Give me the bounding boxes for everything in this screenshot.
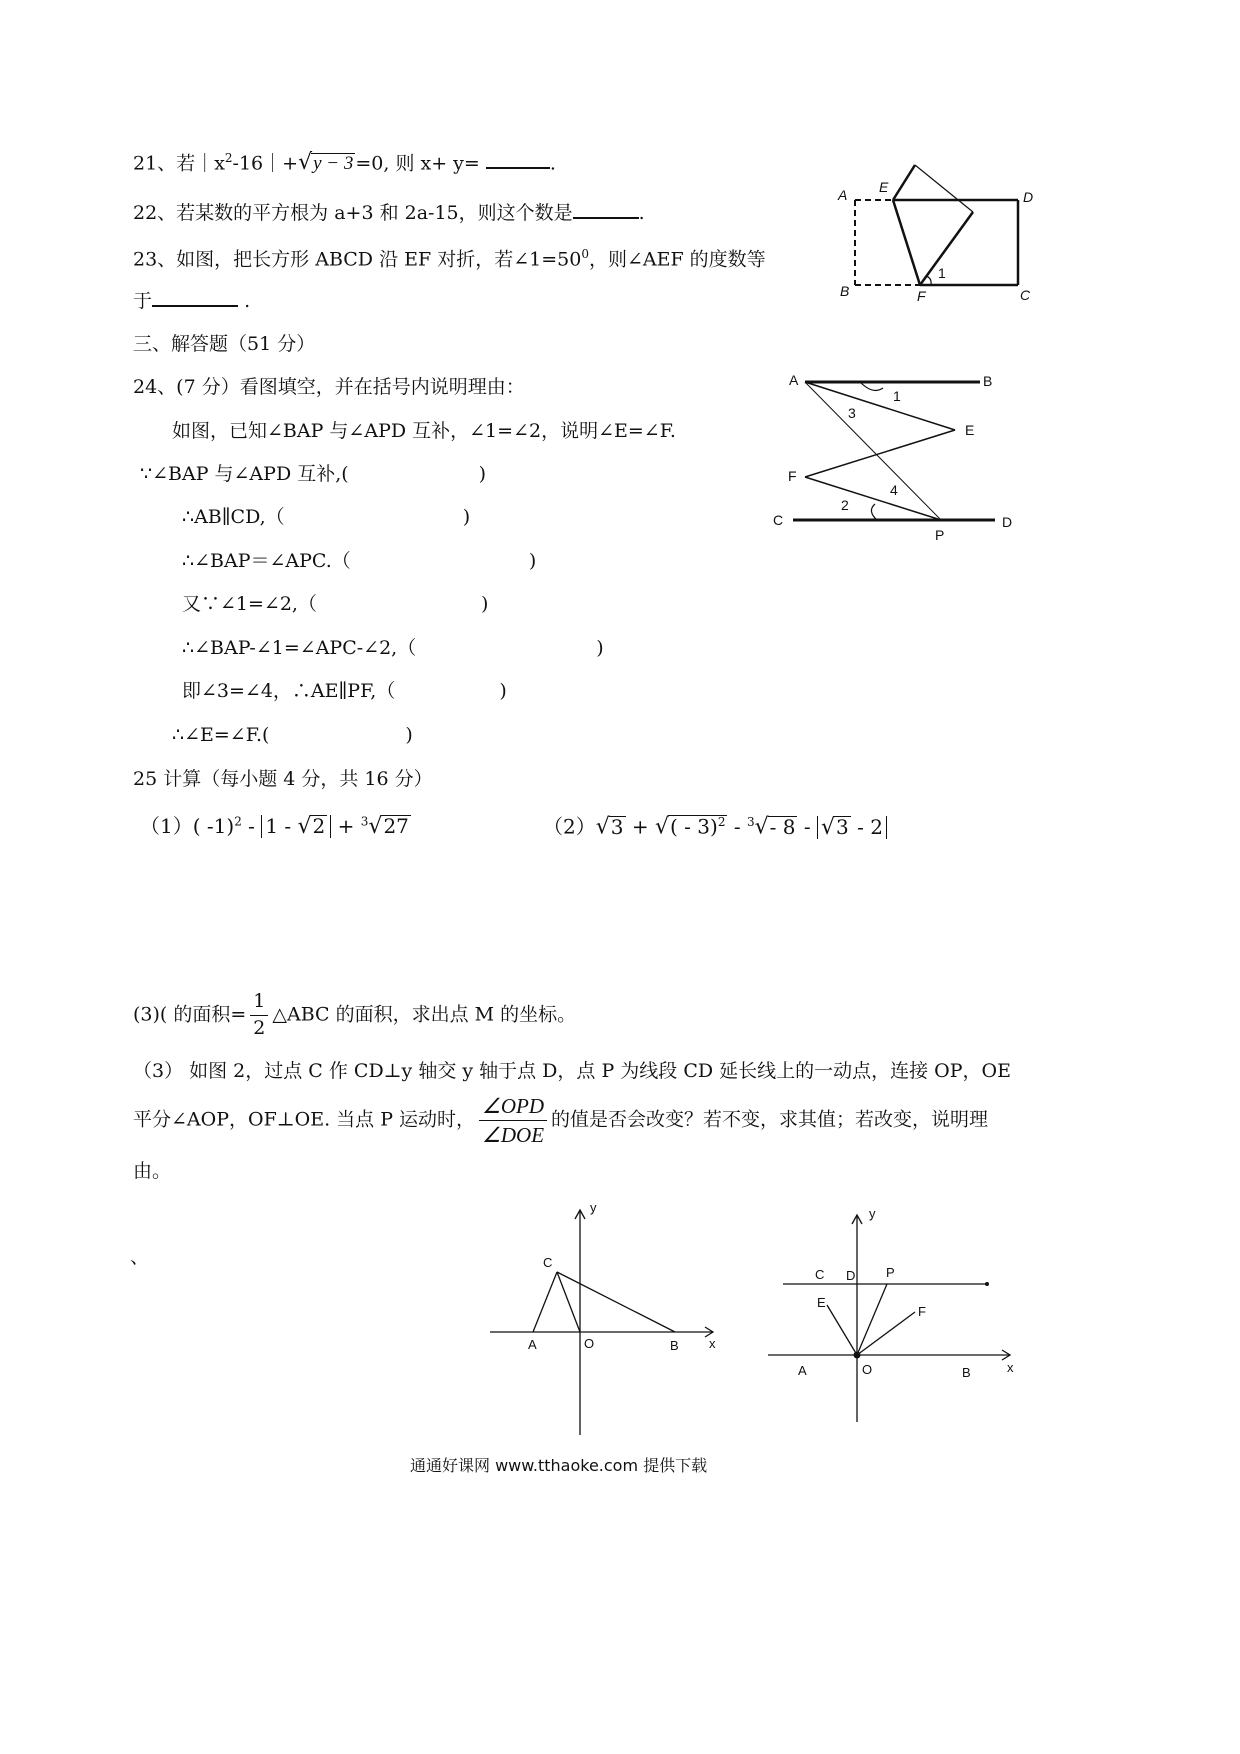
label-O: O <box>584 1336 595 1351</box>
label-B: B <box>840 283 850 299</box>
question-24-title: 24、(7 分）看图填空，并在括号内说明理由： <box>133 376 525 398</box>
q21-number: 21、 <box>133 152 177 175</box>
label-y: y <box>869 1206 876 1221</box>
label-C: C <box>543 1255 553 1270</box>
label-D: D <box>1023 189 1034 205</box>
label-A: A <box>528 1337 537 1352</box>
label-P: P <box>886 1265 895 1280</box>
answer-blank-22[interactable] <box>573 217 639 219</box>
fraction-one-half: $\frac{1}{2}$ <box>250 992 268 1039</box>
figure-folded-rectangle <box>835 160 1045 310</box>
label-B: B <box>962 1365 971 1380</box>
proof-step: 即∠3=∠4，∴AE∥PF,（ ) <box>182 680 507 702</box>
label-F: F <box>788 468 797 484</box>
label-E: E <box>965 422 975 438</box>
label-E: E <box>817 1295 826 1310</box>
label-C: C <box>1020 287 1031 303</box>
label-F: F <box>918 1304 926 1319</box>
label-C: C <box>815 1267 825 1282</box>
page-footer: 通通好课网 www.tthaoke.com 提供下载 <box>410 1456 708 1475</box>
proof-step: ∵∠BAP 与∠APD 互补,( ) <box>140 463 487 485</box>
label-B: B <box>983 373 993 389</box>
label-A: A <box>798 1363 807 1378</box>
calc-problem-2: （2）√3 + √( - 3)$^2$ - $^3$√- 8 - √3 - 2 <box>543 815 887 839</box>
proof-step: ∴AB∥CD,（ ) <box>182 506 471 528</box>
label-A: A <box>789 372 799 388</box>
figure-parallel-lines <box>765 365 1030 550</box>
label-angle-1: 1 <box>938 265 946 281</box>
label-x: x <box>709 1336 716 1351</box>
proof-step: ∴∠BAP-∠1=∠APC-∠2,（ ) <box>182 637 604 659</box>
label-C: C <box>773 512 784 528</box>
answer-blank-21[interactable] <box>486 167 550 169</box>
label-P: P <box>935 527 945 543</box>
label-angle-1: 1 <box>893 388 901 404</box>
label-F: F <box>917 288 926 304</box>
label-x: x <box>1007 1360 1014 1375</box>
proof-step: 又∵∠1=∠2,（ ) <box>182 593 489 615</box>
question-22: 22、若某数的平方根为 a+3 和 2a-15，则这个数是 . <box>133 202 645 224</box>
question-24-intro: 如图，已知∠BAP 与∠APD 互补，∠1=∠2，说明∠E=∠F. <box>172 420 676 442</box>
section-3-title: 三、解答题（51 分） <box>133 333 316 355</box>
answer-blank-23[interactable] <box>152 305 238 307</box>
figure-1-triangle <box>485 1195 725 1440</box>
label-angle-4: 4 <box>890 482 898 498</box>
figure-2-rays <box>765 1200 1030 1425</box>
label-angle-3: 3 <box>848 405 856 421</box>
question-3-area: (3)( 的面积= $\frac{1}{2}$ △ABC 的面积，求出点 M 的坐标。 <box>133 990 577 1039</box>
question-3-coord-line3: 由。 <box>133 1160 172 1182</box>
label-E: E <box>879 179 889 195</box>
question-3-coord-line2: 平分∠AOP，OF⊥OE. 当点 P 运动时， $\frac{\text{∠OPD}}{\text{∠DOE}}$ 的值是否会改变？若不变，求其值；若改变，说明理 <box>133 1094 989 1148</box>
sqrt-expression: √y − 3 <box>298 150 354 176</box>
question-25-title: 25 计算（每小题 4 分，共 16 分） <box>133 768 433 790</box>
question-21: 21、若$|x^2-16|+√y - 3 =0$, 则 x+ y= . <box>133 150 556 176</box>
calc-problem-1: （1）( -1)$^2$ - 1 - √2 + $^3$√27 <box>140 814 409 839</box>
question-3-coord-line1: （3） 如图 2，过点 C 作 CD⊥y 轴交 y 轴于点 D，点 P 为线段 CD 延长线上的一动点，连接 OP，OE <box>133 1060 1011 1082</box>
question-23-line2: 于 . <box>133 290 251 312</box>
label-O: O <box>862 1362 873 1377</box>
stray-mark: 、 <box>130 1246 150 1268</box>
label-y: y <box>590 1200 597 1215</box>
label-angle-2: 2 <box>841 497 849 513</box>
proof-step: ∴∠E=∠F.( ) <box>172 724 413 746</box>
label-D: D <box>1002 514 1013 530</box>
label-D: D <box>846 1268 856 1283</box>
label-A: A <box>838 187 848 203</box>
proof-step: ∴∠BAP＝∠APC.（ ) <box>182 550 537 572</box>
question-23-line1: 23、如图，把长方形 ABCD 沿 EF 对折，若$\angle 1=50^0$，则∠AEF 的度数等 <box>133 247 766 271</box>
label-B: B <box>670 1338 679 1353</box>
fraction-angle-ratio: $\frac{\text{∠OPD}}{\text{∠DOE}}$ <box>479 1095 547 1146</box>
